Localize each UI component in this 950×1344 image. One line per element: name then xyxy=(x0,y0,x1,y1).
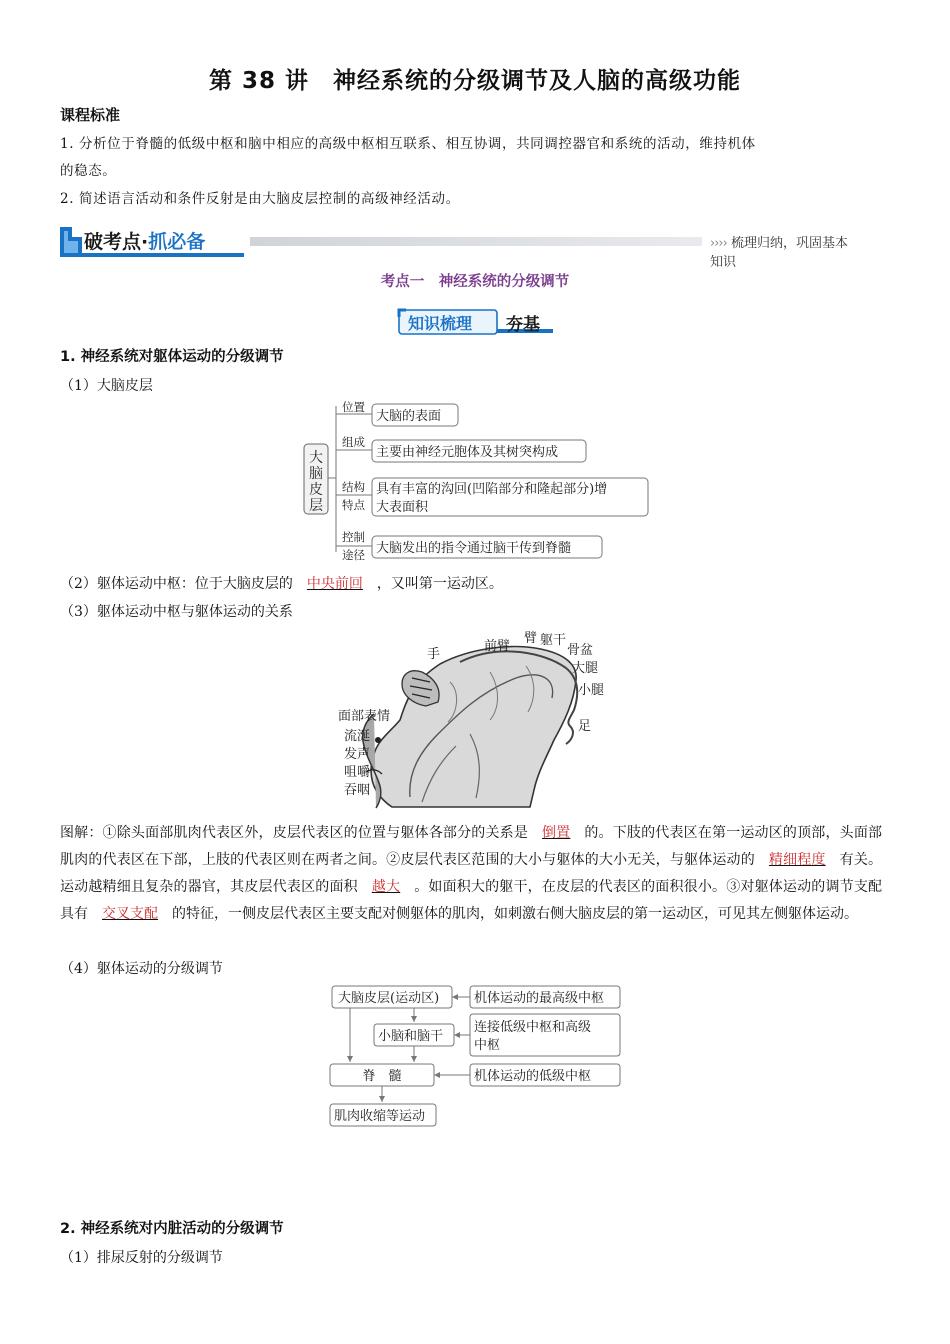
banner-dot: · xyxy=(141,231,149,253)
label-swallow: 吞咽 xyxy=(344,783,371,798)
cortex-root-c3: 层 xyxy=(309,498,323,514)
flow-cerebellum-note-a: 连接低级中枢和高级 xyxy=(474,1020,592,1035)
label-trunk: 躯干 xyxy=(540,633,567,648)
diagram-key-structure-b: 特点 xyxy=(342,498,365,512)
subsection-central-gyrus xyxy=(60,573,503,593)
diagram-value-control: 大脑发出的指令通过脑干传到脊髓 xyxy=(376,541,572,556)
diagram-key-composition: 组成 xyxy=(342,435,365,449)
label-chew: 咀嚼 xyxy=(344,765,371,780)
answer-blank: 中央前回 xyxy=(306,576,363,592)
explain-text: 图解：①除头面部肌肉代表区外，皮层代表区的位置与躯体各部分的关系是 xyxy=(60,825,528,841)
knowledge-box-tail: 夯基 xyxy=(506,315,540,335)
answer-blank: 交叉支配 xyxy=(102,906,158,922)
label-voice: 发声 xyxy=(344,747,371,762)
diagram-key-control-a: 控制 xyxy=(342,530,365,544)
flow-cortex: 大脑皮层(运动区) xyxy=(338,991,440,1006)
label-arm: 臂 xyxy=(524,631,538,646)
knowledge-box xyxy=(396,305,556,337)
banner-title xyxy=(84,227,205,254)
sub2-prefix: （2）躯体运动中枢：位于大脑皮层的 xyxy=(60,576,293,592)
subsection-label: （4）躯体运动的分级调节 xyxy=(60,961,223,977)
label-face: 面部表情 xyxy=(338,709,391,724)
explain-text: 的。下肢的代表区在第一运动区的顶部，头面部肌肉的代表区在下部，上肢的代表区则在两者之间。②皮层代表区范围的大小与躯体的大小无关，与躯体运动的 xyxy=(60,825,883,868)
label-pelvis: 骨盆 xyxy=(567,643,594,658)
sub2-suffix: ，又叫第一运动区。 xyxy=(376,576,503,592)
explain-text: 。如面积大的躯干，在皮层的代表区的面积很小。③对躯体运动的调节支配具有 xyxy=(60,879,883,922)
explanation-paragraph xyxy=(60,820,882,928)
section-banner xyxy=(58,223,858,270)
flow-cortex-note: 机体运动的最高级中枢 xyxy=(474,991,605,1006)
label-shank: 小腿 xyxy=(578,683,605,698)
subsection-label: （1）大脑皮层 xyxy=(60,378,153,394)
label-hand: 手 xyxy=(427,647,441,662)
flow-spinal-note: 机体运动的低级中枢 xyxy=(474,1069,592,1084)
curriculum-item: 2. 简述语言活动和条件反射是由大脑皮层控制的高级神经活动。 xyxy=(60,191,460,207)
answer-blank: 越大 xyxy=(371,879,401,895)
label-drool: 流涎 xyxy=(344,729,371,744)
section-heading: 2. 神经系统对内脏活动的分级调节 xyxy=(60,1221,284,1237)
label-thigh: 大腿 xyxy=(572,661,599,676)
motor-hierarchy-flowchart xyxy=(326,982,626,1130)
banner-title-b: 抓必备 xyxy=(148,231,206,253)
diagram-value-structure-b: 大表面积 xyxy=(376,500,429,515)
flow-cerebellum: 小脑和脑干 xyxy=(378,1029,444,1044)
curriculum-heading: 课程标准 xyxy=(60,106,121,124)
diagram-value-position: 大脑的表面 xyxy=(376,409,442,424)
flow-cerebellum-note-b: 中枢 xyxy=(474,1038,501,1053)
page-title: 第 38 讲 神经系统的分级调节及人脑的高级功能 xyxy=(208,68,742,94)
label-forearm: 前臂 xyxy=(484,639,511,654)
diagram-key-control-b: 途径 xyxy=(342,548,365,562)
knowledge-box-label: 知识梳理 xyxy=(408,314,473,333)
explain-text: 有关。运动越精细且复杂的器官，其皮层代表区的面积 xyxy=(60,852,883,895)
diagram-value-structure-a: 具有丰富的沟回(凹陷部分和隆起部分)增 xyxy=(376,482,608,497)
cortex-root-c2: 皮 xyxy=(309,482,323,498)
banner-subtitle-text: 梳理归纳，巩固基本知识 xyxy=(710,236,848,270)
banner-arrows-icon: ›››› xyxy=(710,236,727,251)
diagram-key-structure-a: 结构 xyxy=(342,480,365,494)
diagram-key-position: 位置 xyxy=(342,400,365,414)
banner-divider-bar xyxy=(250,237,702,246)
section-heading: 1. 神经系统对躯体运动的分级调节 xyxy=(60,349,284,365)
banner-title-a: 破考点 xyxy=(84,231,142,253)
cortex-concept-diagram xyxy=(300,398,652,564)
answer-blank: 精细程度 xyxy=(768,852,826,868)
cortex-root-c1: 脑 xyxy=(309,466,323,482)
answer-blank: 倒置 xyxy=(542,825,571,841)
diagram-value-composition: 主要由神经元胞体及其树突构成 xyxy=(376,445,559,460)
curriculum-item: 1. 分析位于脊髓的低级中枢和脑中相应的高级中枢相互联系、相互协调，共同调控器官和系统的活动，维持机体 xyxy=(60,136,756,152)
flow-spinal: 脊 髓 xyxy=(362,1069,402,1084)
kaodian-title: 考点一 神经系统的分级调节 xyxy=(380,274,570,290)
subsection-label: （3）躯体运动中枢与躯体运动的关系 xyxy=(60,604,293,620)
banner-subtitle xyxy=(710,232,858,270)
flow-muscle: 肌肉收缩等运动 xyxy=(334,1109,426,1124)
label-foot: 足 xyxy=(578,719,592,734)
curriculum-item: 的稳态。 xyxy=(60,163,117,179)
subsection-label: （1）排尿反射的分级调节 xyxy=(60,1250,223,1266)
cortex-root-c0: 大 xyxy=(309,450,323,466)
motor-homunculus-illustration xyxy=(330,622,620,812)
explain-text: 的特征，一侧皮层代表区主要支配对侧躯体的肌肉，如刺激右侧大脑皮层的第一运动区，可见其左侧躯体运动。 xyxy=(172,906,858,922)
